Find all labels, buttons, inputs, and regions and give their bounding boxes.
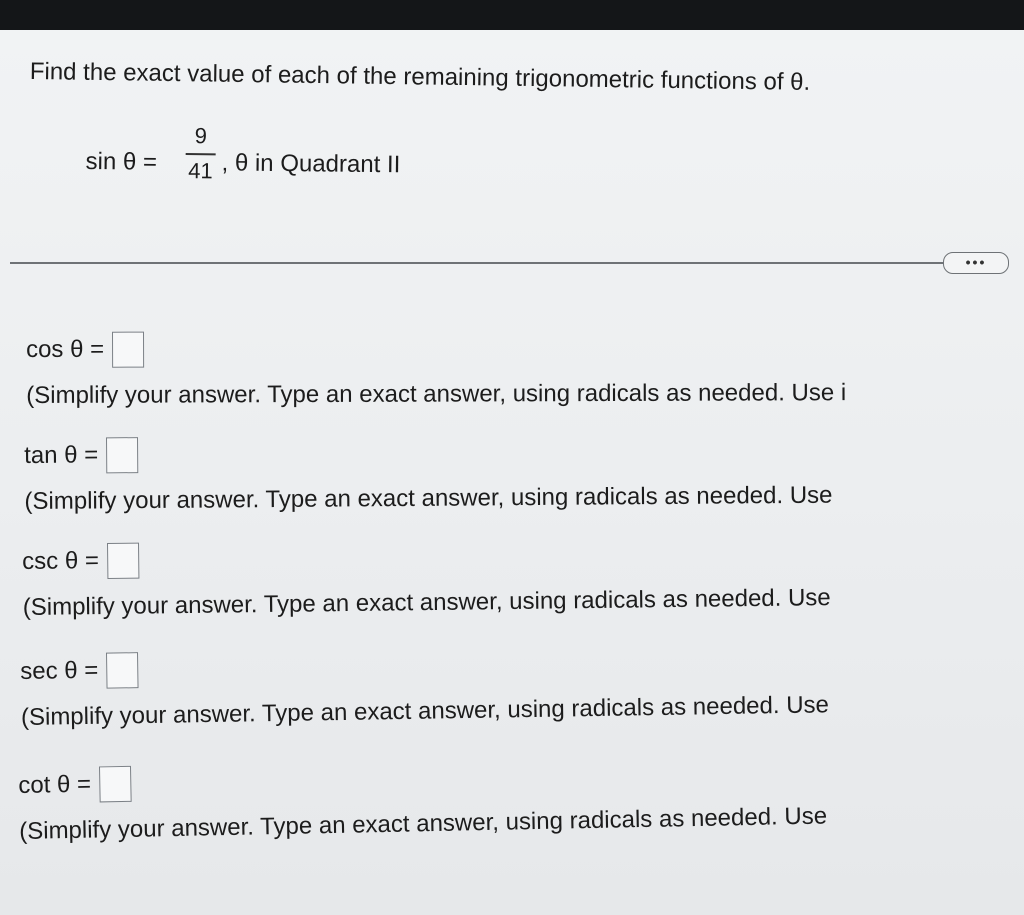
answer-label: cos θ = bbox=[26, 335, 105, 363]
question-instruction: Find the exact value of each of the remaining trigonometric functions of θ. bbox=[29, 58, 811, 96]
answer-hint: (Simplify your answer. Type an exact answer, using radicals as needed. Use bbox=[24, 481, 833, 515]
answer-label: tan θ = bbox=[24, 441, 99, 469]
csc-answer-input[interactable] bbox=[107, 543, 139, 579]
cot-answer-input[interactable] bbox=[99, 766, 132, 803]
answer-label: sec θ = bbox=[20, 656, 99, 685]
answer-row-sec bbox=[20, 641, 829, 732]
answer-row-cos bbox=[26, 329, 846, 410]
given-condition: , θ in Quadrant II bbox=[221, 149, 401, 179]
fraction-denominator: 41 bbox=[188, 157, 213, 183]
answer-hint: (Simplify your answer. Type an exact answer, using radicals as needed. Use i bbox=[26, 379, 847, 409]
answer-row-cot bbox=[18, 752, 827, 845]
question-page bbox=[0, 30, 1024, 915]
given-fraction bbox=[185, 123, 216, 184]
section-divider bbox=[10, 262, 945, 264]
answer-row-csc bbox=[22, 534, 831, 622]
tan-answer-input[interactable] bbox=[106, 437, 138, 473]
given-equation bbox=[85, 122, 401, 202]
more-options-button[interactable]: ••• bbox=[943, 252, 1009, 274]
answer-hint: (Simplify your answer. Type an exact answer, using radicals as needed. Use bbox=[22, 584, 831, 621]
sec-answer-input[interactable] bbox=[106, 652, 139, 688]
cos-answer-input[interactable] bbox=[112, 332, 144, 368]
answer-label: cot θ = bbox=[18, 770, 92, 799]
fraction-numerator: 9 bbox=[194, 123, 208, 149]
given-function-label: sin θ = bbox=[85, 147, 158, 176]
answer-hint: (Simplify your answer. Type an exact answer, using radicals as needed. Use bbox=[18, 802, 828, 845]
answer-hint: (Simplify your answer. Type an exact answer, using radicals as needed. Use bbox=[20, 691, 830, 731]
answer-label: csc θ = bbox=[22, 547, 100, 575]
answer-row-tan bbox=[24, 432, 833, 516]
fraction-bar bbox=[186, 153, 216, 155]
